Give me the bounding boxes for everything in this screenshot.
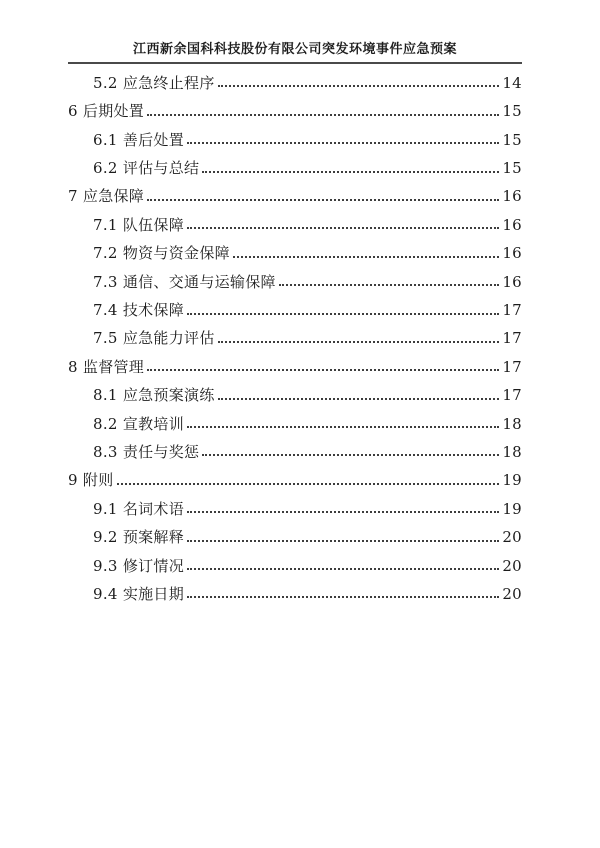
toc-entry[interactable] [68,465,522,493]
toc-list [68,68,522,607]
toc-entry-label: 7.2 物资与资金保障 [93,244,230,263]
toc-entry[interactable] [68,210,522,238]
toc-entry-label: 9.1 名词术语 [93,499,185,518]
toc-entry-page: 16 [502,215,522,234]
toc-entry-label: 7.5 应急能力评估 [93,329,215,348]
dot-leader [187,568,499,570]
toc-entry[interactable] [68,125,522,153]
toc-entry-page: 16 [502,244,522,263]
toc-entry[interactable] [68,380,522,408]
toc-entry-label: 7 应急保障 [68,187,145,206]
toc-entry-page: 15 [502,159,522,178]
dot-leader [202,454,499,456]
toc-entry[interactable] [68,238,522,266]
dot-leader [147,369,499,371]
toc-entry-page: 18 [502,414,522,433]
page-header [68,38,522,64]
toc-entry-page: 19 [502,471,522,490]
toc-entry[interactable] [68,182,522,210]
toc-entry-page: 16 [502,187,522,206]
dot-leader [279,284,499,286]
toc-entry[interactable] [68,267,522,295]
toc-entry[interactable] [68,352,522,380]
toc-entry-label: 9.2 预案解释 [93,528,185,547]
toc-entry-label: 7.3 通信、交通与运输保障 [93,272,276,291]
toc-entry-page: 16 [502,272,522,291]
dot-leader [233,256,499,258]
toc-entry-page: 17 [502,301,522,320]
toc-entry-label: 7.1 队伍保障 [93,215,185,234]
toc-entry-page: 15 [502,130,522,149]
dot-leader [187,227,499,229]
toc-entry-page: 14 [502,73,522,92]
toc-entry[interactable] [68,551,522,579]
toc-entry-label: 6.2 评估与总结 [93,159,200,178]
document-header-title: 江西新余国科科技股份有限公司突发环境事件应急预案 [132,42,457,57]
toc-entry-page: 20 [502,556,522,575]
toc-entry-label: 8.3 责任与奖惩 [93,442,200,461]
toc-entry-page: 17 [502,357,522,376]
toc-entry[interactable] [68,494,522,522]
toc-entry-page: 20 [502,584,522,603]
toc-entry[interactable] [68,409,522,437]
dot-leader [187,540,499,542]
toc-entry-label: 7.4 技术保障 [93,301,185,320]
toc-entry-label: 5.2 应急终止程序 [93,73,215,92]
toc-entry-label: 8.2 宣教培训 [93,414,185,433]
toc-entry-label: 6.1 善后处置 [93,130,185,149]
toc-entry-page: 15 [502,102,522,121]
toc-entry[interactable] [68,153,522,181]
dot-leader [117,483,500,485]
toc-entry-label: 9.3 修订情况 [93,556,185,575]
toc-entry[interactable] [68,96,522,124]
dot-leader [187,596,499,598]
toc-entry-page: 18 [502,442,522,461]
dot-leader [218,85,500,87]
toc-entry-label: 8 监督管理 [68,357,145,376]
dot-leader [147,199,499,201]
dot-leader [202,171,499,173]
toc-entry-label: 9 附则 [68,471,114,490]
toc-entry-page: 20 [502,528,522,547]
toc-entry[interactable] [68,68,522,96]
toc-entry[interactable] [68,522,522,550]
toc-entry-page: 17 [502,386,522,405]
toc-entry-label: 6 后期处置 [68,102,145,121]
dot-leader [187,313,499,315]
dot-leader [187,142,499,144]
dot-leader [218,341,500,343]
dot-leader [187,426,499,428]
toc-entry-page: 17 [502,329,522,348]
dot-leader [147,114,499,116]
toc-entry[interactable] [68,437,522,465]
dot-leader [187,511,499,513]
toc-entry-label: 9.4 实施日期 [93,584,185,603]
toc-entry[interactable] [68,579,522,607]
dot-leader [218,398,500,400]
toc-entry[interactable] [68,295,522,323]
toc-entry-page: 19 [502,499,522,518]
toc-entry-label: 8.1 应急预案演练 [93,386,215,405]
toc-entry[interactable] [68,324,522,352]
